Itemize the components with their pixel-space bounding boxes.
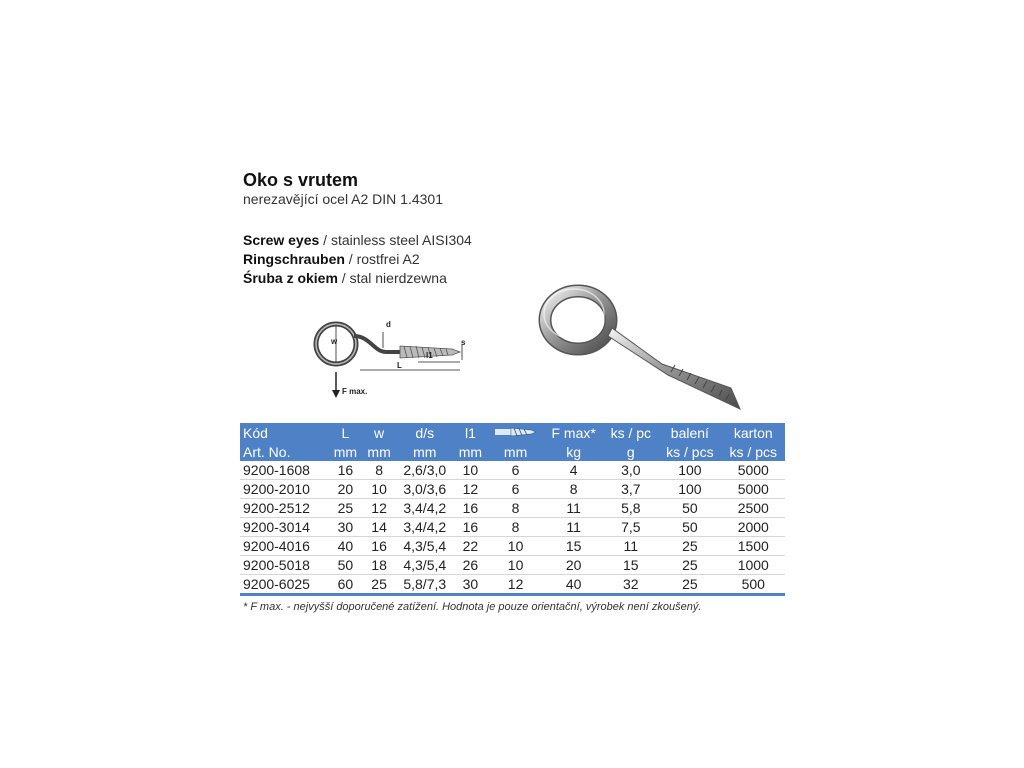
drill-cell: 6	[487, 461, 544, 480]
code-cell: 9200-2512	[240, 499, 329, 518]
w-label: w	[331, 337, 338, 346]
weight-cell: 15	[603, 556, 658, 575]
diameter-cell: 4,3/5,4	[396, 537, 454, 556]
pack-cell: 25	[658, 556, 721, 575]
l1-cell: 16	[454, 518, 488, 537]
drill-cell: 10	[487, 556, 544, 575]
col-w-header: w	[362, 423, 396, 442]
col-l-unit: mm	[329, 442, 363, 461]
L-label: L	[397, 361, 402, 370]
translation-pl: Śruba z okiem / stal nierdzewna	[243, 270, 447, 286]
drill-cell: 10	[487, 537, 544, 556]
pack-cell: 25	[658, 575, 721, 595]
length-cell: 40	[329, 537, 363, 556]
col-fmax-header: F max*	[544, 423, 604, 442]
drill-cell: 8	[487, 518, 544, 537]
width-cell: 18	[362, 556, 396, 575]
length-cell: 20	[329, 480, 363, 499]
fmax-cell: 8	[544, 480, 604, 499]
l1-cell: 16	[454, 499, 488, 518]
product-subtitle: nerezavějící ocel A2 DIN 1.4301	[243, 191, 444, 207]
unit-row	[240, 442, 785, 461]
l1-label: l1	[426, 351, 433, 360]
length-cell: 25	[329, 499, 363, 518]
col-drill-unit: mm	[487, 442, 544, 461]
table-row	[240, 556, 785, 575]
l1-cell: 12	[454, 480, 488, 499]
diameter-cell: 4,3/5,4	[396, 556, 454, 575]
col-ds-header: d/s	[396, 423, 454, 442]
width-cell: 16	[362, 537, 396, 556]
fmax-label: F max.	[342, 387, 368, 396]
diameter-cell: 3,4/4,2	[396, 499, 454, 518]
code-cell: 9200-3014	[240, 518, 329, 537]
table-row	[240, 499, 785, 518]
length-cell: 50	[329, 556, 363, 575]
d-label: d	[386, 320, 391, 329]
table-body	[240, 461, 785, 595]
carton-cell: 5000	[722, 480, 785, 499]
code-cell: 9200-5018	[240, 556, 329, 575]
footnote: * F max. - nejvyšší doporučené zatížení. Hodnota je pouze orientační, výrobek není zkoušený.	[243, 601, 702, 613]
drill-bit-icon	[495, 426, 537, 438]
width-cell: 12	[362, 499, 396, 518]
weight-cell: 3,0	[603, 461, 658, 480]
l1-cell: 10	[454, 461, 488, 480]
carton-cell: 500	[722, 575, 785, 595]
diameter-cell: 2,6/3,0	[396, 461, 454, 480]
product-photo	[526, 280, 746, 415]
code-cell: 9200-4016	[240, 537, 329, 556]
product-title: Oko s vrutem	[243, 170, 359, 190]
col-carton-unit: ks / pcs	[722, 442, 785, 461]
translations	[243, 231, 472, 288]
l1-cell: 30	[454, 575, 488, 595]
col-code-unit: Art. No.	[240, 442, 329, 461]
fmax-cell: 4	[544, 461, 604, 480]
weight-cell: 32	[603, 575, 658, 595]
pack-cell: 50	[658, 518, 721, 537]
drill-cell: 6	[487, 480, 544, 499]
code-cell: 9200-2010	[240, 480, 329, 499]
diameter-cell: 5,8/7,3	[396, 575, 454, 595]
s-label: s	[461, 338, 466, 347]
table-row	[240, 518, 785, 537]
weight-cell: 11	[603, 537, 658, 556]
spec-table	[240, 423, 785, 596]
pack-cell: 50	[658, 499, 721, 518]
width-cell: 10	[362, 480, 396, 499]
col-w-unit: mm	[362, 442, 396, 461]
fmax-cell: 20	[544, 556, 604, 575]
dimension-diagram	[300, 308, 480, 400]
weight-cell: 3,7	[603, 480, 658, 499]
header-row	[240, 423, 785, 442]
length-cell: 16	[329, 461, 363, 480]
carton-cell: 1500	[722, 537, 785, 556]
code-cell: 9200-1608	[240, 461, 329, 480]
weight-cell: 7,5	[603, 518, 658, 537]
pack-cell: 100	[658, 461, 721, 480]
col-pack-header: balení	[658, 423, 721, 442]
table-row	[240, 575, 785, 595]
width-cell: 8	[362, 461, 396, 480]
pack-cell: 25	[658, 537, 721, 556]
length-cell: 30	[329, 518, 363, 537]
table-row	[240, 480, 785, 499]
col-fmax-unit: kg	[544, 442, 604, 461]
code-cell: 9200-6025	[240, 575, 329, 595]
l1-cell: 22	[454, 537, 488, 556]
col-drill-header	[487, 423, 544, 442]
fmax-cell: 11	[544, 518, 604, 537]
l1-cell: 26	[454, 556, 488, 575]
diameter-cell: 3,4/4,2	[396, 518, 454, 537]
col-weight-header: ks / pc	[603, 423, 658, 442]
width-cell: 25	[362, 575, 396, 595]
col-pack-unit: ks / pcs	[658, 442, 721, 461]
translation-de: Ringschrauben / rostfrei A2	[243, 251, 420, 267]
carton-cell: 2500	[722, 499, 785, 518]
col-weight-unit: g	[603, 442, 658, 461]
col-ds-unit: mm	[396, 442, 454, 461]
table-row	[240, 537, 785, 556]
fmax-cell: 40	[544, 575, 604, 595]
fmax-cell: 11	[544, 499, 604, 518]
table-row	[240, 461, 785, 480]
carton-cell: 2000	[722, 518, 785, 537]
drill-cell: 12	[487, 575, 544, 595]
length-cell: 60	[329, 575, 363, 595]
fmax-cell: 15	[544, 537, 604, 556]
col-carton-header: karton	[722, 423, 785, 442]
translation-en: Screw eyes / stainless steel AISI304	[243, 232, 472, 248]
col-code-header: Kód	[240, 423, 329, 442]
col-l1-unit: mm	[454, 442, 488, 461]
width-cell: 14	[362, 518, 396, 537]
diameter-cell: 3,0/3,6	[396, 480, 454, 499]
pack-cell: 100	[658, 480, 721, 499]
weight-cell: 5,8	[603, 499, 658, 518]
drill-cell: 8	[487, 499, 544, 518]
col-l1-header: l1	[454, 423, 488, 442]
carton-cell: 1000	[722, 556, 785, 575]
carton-cell: 5000	[722, 461, 785, 480]
col-l-header: L	[329, 423, 363, 442]
